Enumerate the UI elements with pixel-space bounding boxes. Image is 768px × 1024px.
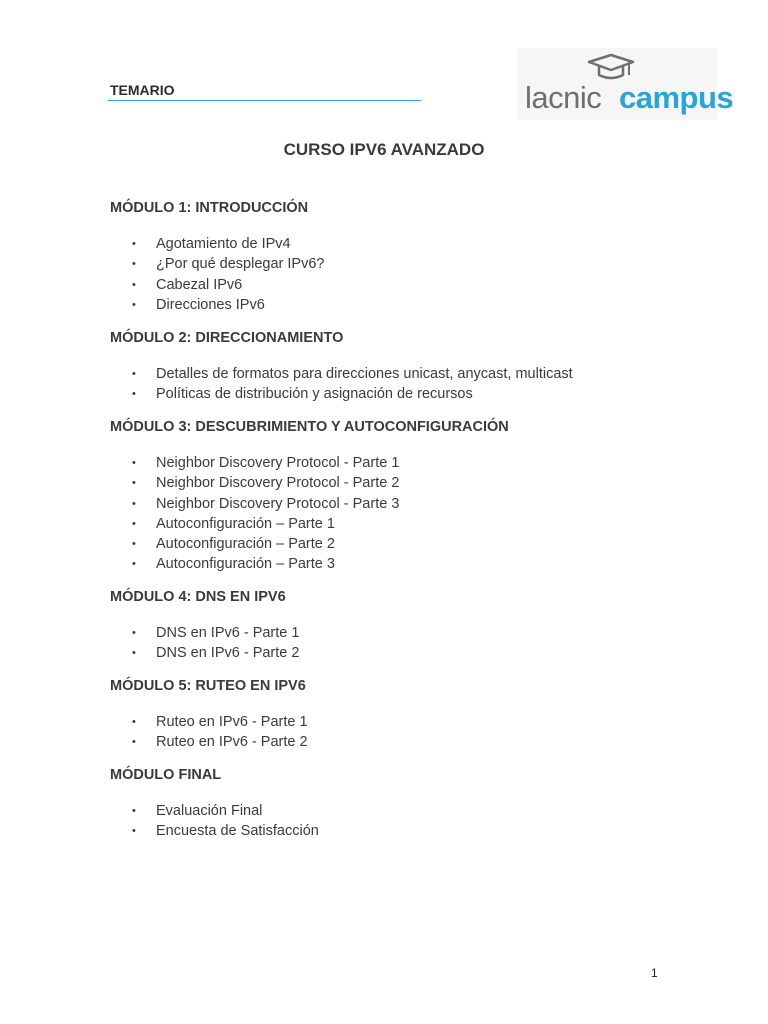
bullet-icon: • [132, 736, 136, 749]
topic-list [110, 712, 710, 753]
logo-word-lacnic: lacnic [525, 80, 602, 115]
bullet-icon: • [132, 517, 136, 530]
page-number: 1 [651, 966, 658, 980]
list-item: • Evaluación Final [110, 801, 710, 821]
list-item: • Direcciones IPv6 [110, 295, 710, 315]
bullet-icon: • [132, 805, 136, 817]
module-title: MÓDULO FINAL [110, 767, 222, 783]
bullet-icon: • [132, 388, 136, 401]
bullet-icon: • [132, 538, 136, 551]
module-title: MÓDULO 1: INTRODUCCIÓN [110, 200, 309, 216]
course-title: CURSO IPV6 AVANZADO [283, 140, 485, 159]
list-item: • Encuesta de Satisfacción [110, 821, 710, 841]
bullet-icon: • [132, 278, 136, 291]
bullet-icon: • [132, 627, 136, 639]
topic-list [110, 801, 710, 842]
module-2 [110, 329, 710, 405]
topic-list [110, 234, 710, 315]
bullet-icon: • [132, 558, 136, 571]
module-5 [110, 677, 710, 753]
list-item: • Políticas de distribución y asignación de recursos [110, 384, 710, 404]
bullet-icon: • [132, 368, 136, 380]
bullet-icon: • [132, 825, 136, 838]
header-label: TEMARIO [110, 82, 175, 98]
list-item: • Neighbor Discovery Protocol - Parte 1 [110, 453, 710, 473]
module-title: MÓDULO 2: DIRECCIONAMIENTO [110, 330, 344, 346]
module-1 [110, 199, 710, 315]
list-item: • Ruteo en IPv6 - Parte 1 [110, 712, 710, 732]
list-item: • Detalles de formatos para direcciones unicast, anycast, multicast [110, 364, 710, 384]
list-item: • Agotamiento de IPv4 [110, 234, 710, 254]
logo-word-campus: campus [619, 80, 734, 115]
module-3 [110, 418, 710, 575]
bullet-icon: • [132, 258, 136, 271]
lacnic-campus-logo [517, 48, 734, 120]
list-item: • Neighbor Discovery Protocol - Parte 2 [110, 473, 710, 493]
module-title: MÓDULO 3: DESCUBRIMIENTO Y AUTOCONFIGURACIÓN [110, 419, 509, 435]
topic-list [110, 623, 710, 664]
bullet-icon: • [132, 238, 136, 250]
module-title: MÓDULO 4: DNS EN IPV6 [110, 589, 286, 605]
header-divider [108, 100, 421, 101]
module-title: MÓDULO 5: RUTEO EN IPV6 [110, 678, 306, 694]
bullet-icon: • [132, 647, 136, 660]
topic-list [110, 453, 710, 575]
topic-list [110, 364, 710, 405]
bullet-icon: • [132, 497, 136, 510]
list-item: • Ruteo en IPv6 - Parte 2 [110, 732, 710, 752]
list-item: • ¿Por qué desplegar IPv6? [110, 254, 710, 274]
list-item: • Autoconfiguración – Parte 3 [110, 554, 710, 574]
list-item: • Cabezal IPv6 [110, 275, 710, 295]
list-item: • DNS en IPv6 - Parte 1 [110, 623, 710, 643]
module-final [110, 766, 710, 842]
list-item: • Autoconfiguración – Parte 2 [110, 534, 710, 554]
module-4 [110, 588, 710, 664]
list-item: • Autoconfiguración – Parte 1 [110, 514, 710, 534]
bullet-icon: • [132, 457, 136, 469]
bullet-icon: • [132, 477, 136, 490]
list-item: • DNS en IPv6 - Parte 2 [110, 643, 710, 663]
list-item: • Neighbor Discovery Protocol - Parte 3 [110, 494, 710, 514]
bullet-icon: • [132, 298, 136, 311]
bullet-icon: • [132, 716, 136, 728]
